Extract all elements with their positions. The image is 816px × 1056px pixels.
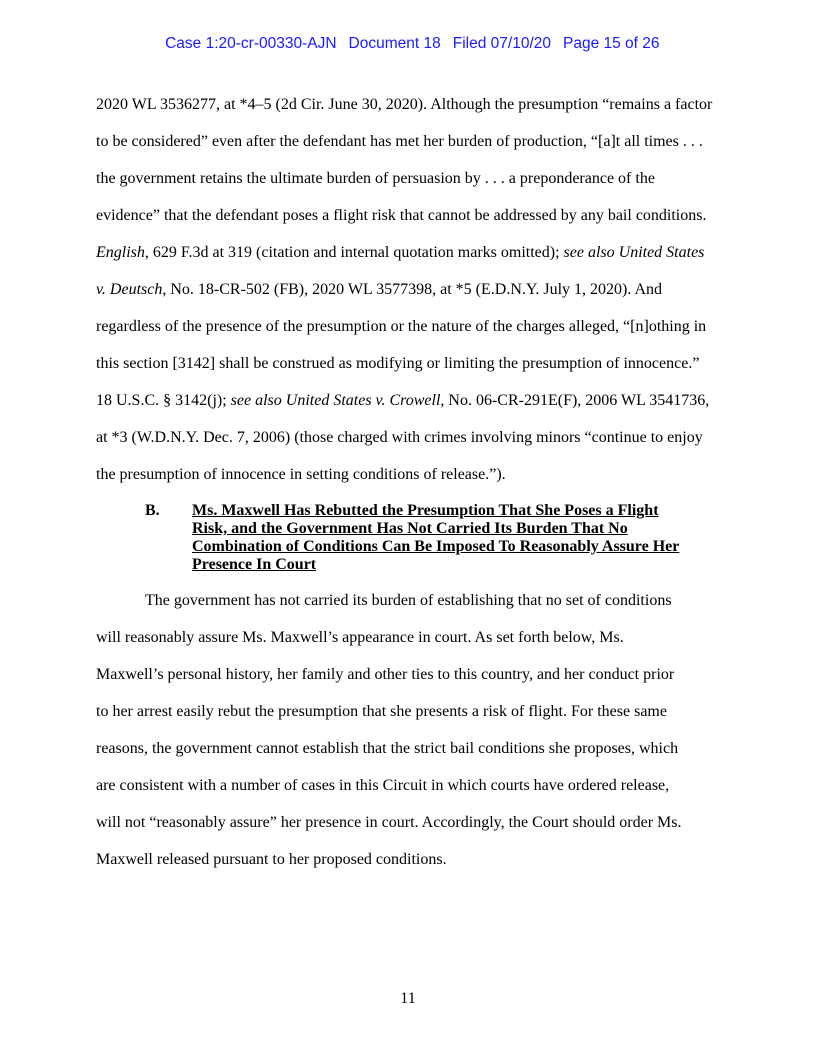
heading-line: Risk, and the Government Has Not Carried Its Burden That No [192,520,628,537]
text-line: the government retains the ultimate burden of persuasion by . . . a preponderance of the [96,170,655,187]
text-line: 2020 WL 3536277, at *4–5 (2d Cir. June 30, 2020). Although the presumption “remains a factor [96,96,713,113]
case-citation: v. Deutsch [96,281,163,298]
text-line: English, 629 F.3d at 319 (citation and internal quotation marks omitted); see also United States [96,244,705,261]
text-line: are consistent with a number of cases in this Circuit in which courts have ordered release, [96,777,670,794]
text-line: regardless of the presence of the presumption or the nature of the charges alleged, “[n]othing in [96,318,707,335]
text-line: will reasonably assure Ms. Maxwell’s appearance in court. As set forth below, Ms. [96,629,624,646]
heading-line: Ms. Maxwell Has Rebutted the Presumption That She Poses a Flight [192,502,659,519]
text-line: Maxwell released pursuant to her proposed conditions. [96,851,447,868]
text-line: the presumption of innocence in setting conditions of release.”). [96,466,506,483]
case-citation: see also United States v. Crowell [230,392,441,409]
case-number: Case 1:20-cr-00330-AJN [165,35,337,52]
text-line: reasons, the government cannot establish that the strict bail conditions she proposes, which [96,740,679,757]
text-line: Maxwell’s personal history, her family and other ties to this country, and her conduct prior [96,666,675,683]
text-line: 18 U.S.C. § 3142(j); see also United States v. Crowell, No. 06-CR-291E(F), 2006 WL 3541736, [96,392,710,409]
text-line: will not “reasonably assure” her presence in court. Accordingly, the Court should order Ms. [96,814,682,831]
text-line: this section [3142] shall be construed as modifying or limiting the presumption of innocence.” [96,355,700,372]
text-line: The government has not carried its burden of establishing that no set of conditions [145,592,672,609]
document-number: Document 18 [348,35,441,52]
page-count: Page 15 of 26 [563,35,660,52]
page-number: 11 [400,990,416,1007]
section-label: B. [145,502,160,519]
filed-date: Filed 07/10/20 [452,35,551,52]
case-citation: English [96,244,145,261]
court-filing-header [0,17,816,53]
text-line: v. Deutsch, No. 18-CR-502 (FB), 2020 WL 3577398, at *5 (E.D.N.Y. July 1, 2020). And [96,281,663,298]
heading-line: Combination of Conditions Can Be Imposed To Reasonably Assure Her [192,538,680,555]
text-line: at *3 (W.D.N.Y. Dec. 7, 2006) (those charged with crimes involving minors “continue to enjoy [96,429,703,446]
text-line: to her arrest easily rebut the presumption that she presents a risk of flight. For these same [96,703,667,720]
signal-citation: see also United States [563,244,705,261]
text-line: evidence” that the defendant poses a flight risk that cannot be addressed by any bail conditions. [96,207,707,224]
heading-line: Presence In Court [192,556,317,573]
text-line: to be considered” even after the defendant has met her burden of production, “[a]t all times . . . [96,133,703,150]
